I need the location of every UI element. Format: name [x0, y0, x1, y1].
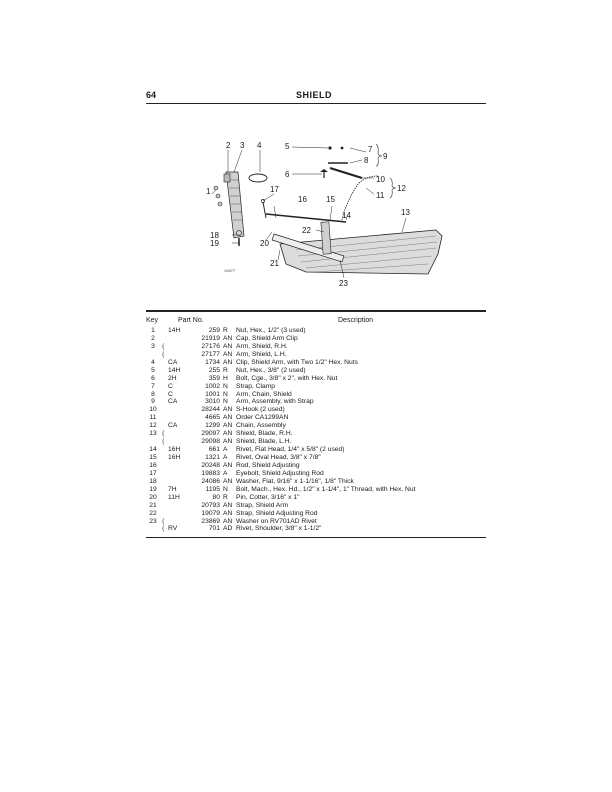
- row-part-prefix: 14H: [168, 327, 181, 334]
- callout-12: 12: [397, 184, 406, 193]
- table-row: [146, 518, 486, 526]
- row-part-suffix: AN: [223, 334, 233, 342]
- row-part-prefix: CA: [168, 398, 178, 406]
- row-description: Nut, Hex., 3/8" (2 used): [236, 366, 306, 374]
- row-brace: {: [162, 517, 165, 525]
- row-description: Strap, Shield Arm: [236, 501, 289, 509]
- parts-list: [146, 327, 486, 533]
- row-key: 11: [149, 414, 157, 422]
- header-key: Key: [146, 317, 159, 324]
- row-part-suffix: AN: [223, 342, 233, 350]
- callout-7: 7: [368, 145, 373, 154]
- row-part-suffix: N: [223, 382, 228, 390]
- row-description: Arm, Shield, R.H.: [236, 342, 288, 350]
- row-key: 2: [151, 334, 155, 342]
- header-rule: [146, 103, 486, 104]
- row-part-suffix: AN: [223, 517, 233, 525]
- row-key: 14: [149, 446, 157, 454]
- row-part-number: 29098: [201, 438, 220, 446]
- row-part-number: 24086: [201, 477, 220, 485]
- row-part-suffix: R: [223, 493, 228, 501]
- row-part-number: 19883: [201, 469, 220, 477]
- row-part-prefix: C: [168, 382, 173, 390]
- table-row: [146, 502, 486, 510]
- row-description: Clip, Shield Arm, with Two 1/2" Hex. Nuts: [236, 358, 358, 366]
- row-brace: {: [162, 525, 165, 533]
- table-top-rule: [146, 310, 486, 312]
- table-bottom-rule: [146, 537, 486, 538]
- row-part-suffix: A: [223, 469, 228, 477]
- row-part-suffix: R: [223, 366, 228, 374]
- row-part-suffix: R: [223, 327, 228, 334]
- table-row: [146, 327, 486, 335]
- callout-20: 20: [260, 239, 269, 248]
- row-part-number: 27177: [201, 350, 220, 358]
- page-number: 64: [146, 90, 157, 100]
- row-part-suffix: AN: [223, 350, 233, 358]
- row-description: Rivet, Oval Head, 3/8" x 7/8": [236, 454, 321, 461]
- table-row: [146, 391, 486, 399]
- callout-4: 4: [257, 141, 262, 150]
- table-row: [146, 454, 486, 462]
- row-part-number: 701: [208, 525, 220, 533]
- row-description: Arm, Shield, L.H.: [236, 350, 287, 358]
- row-brace: {: [162, 342, 165, 350]
- callout-15: 15: [326, 195, 335, 204]
- table-row: [146, 510, 486, 518]
- callout-1: 1: [206, 187, 211, 196]
- row-brace: {: [162, 430, 165, 438]
- row-key: 15: [149, 454, 157, 461]
- row-brace: {: [162, 350, 165, 358]
- page-header: [146, 90, 486, 104]
- row-key: 5: [151, 366, 155, 374]
- callout-18: 18: [210, 231, 219, 240]
- callout-19: 19: [210, 239, 219, 248]
- table-row: [146, 446, 486, 454]
- row-description: S-Hook (2 used): [236, 406, 285, 414]
- row-key: 13: [149, 430, 157, 438]
- row-part-suffix: N: [223, 398, 228, 406]
- row-description: Shield, Blade, R.H.: [236, 430, 293, 438]
- row-part-suffix: AN: [223, 430, 233, 438]
- callout-16: 16: [298, 195, 307, 204]
- row-description: Rivet, Shoulder, 3/8" x 1-1/2": [236, 525, 322, 533]
- row-description: Washer on RV701AD Rivet: [236, 517, 317, 525]
- row-part-prefix: C: [168, 390, 173, 398]
- row-part-suffix: H: [223, 374, 228, 382]
- row-key: 21: [149, 501, 157, 509]
- table-row: [146, 414, 486, 422]
- table-row: [146, 406, 486, 414]
- table-row: [146, 478, 486, 486]
- row-description: Strap, Shield Adjusting Rod: [236, 509, 318, 517]
- exploded-parts-diagram: [146, 132, 486, 292]
- row-key: 6: [151, 374, 155, 382]
- row-part-number: 1299: [205, 422, 220, 430]
- figure-number: 19477: [224, 268, 236, 273]
- row-part-suffix: AN: [223, 414, 233, 422]
- row-brace: {: [162, 438, 165, 446]
- row-part-number: 29097: [201, 430, 220, 438]
- row-part-suffix: AN: [223, 358, 233, 366]
- row-description: Cap, Shield Arm Clip: [236, 334, 298, 342]
- row-part-number: 1001: [205, 390, 220, 398]
- row-part-number: 27176: [201, 342, 220, 350]
- row-part-number: 3010: [205, 398, 220, 406]
- row-part-suffix: AN: [223, 501, 233, 509]
- table-row: [146, 335, 486, 343]
- row-key: 12: [149, 422, 157, 430]
- row-description: Eyebolt, Shield Adjusting Rod: [236, 469, 324, 477]
- shield-assembly-illustration: [146, 132, 486, 292]
- row-part-suffix: A: [223, 446, 228, 454]
- row-part-suffix: AD: [223, 525, 233, 533]
- callout-10: 10: [376, 175, 385, 184]
- row-key: 19: [149, 485, 157, 493]
- row-description: Nut, Hex., 1/2" (3 used): [236, 327, 306, 334]
- row-part-suffix: AN: [223, 422, 233, 430]
- row-part-number: 255: [208, 366, 220, 374]
- header-description: Description: [338, 317, 374, 324]
- row-key: 10: [149, 406, 157, 414]
- row-part-suffix: N: [223, 485, 228, 493]
- table-row: [146, 470, 486, 478]
- table-row: [146, 383, 486, 391]
- row-part-number: 28244: [201, 406, 220, 414]
- row-part-suffix: A: [223, 454, 228, 461]
- row-description: Rivet, Flat Head, 1/4" x 5/8" (2 used): [236, 446, 345, 454]
- row-part-suffix: AN: [223, 406, 233, 414]
- row-part-number: 80: [212, 493, 220, 501]
- row-key: 7: [151, 382, 155, 390]
- row-description: Strap, Clamp: [236, 382, 276, 390]
- row-part-prefix: 16H: [168, 454, 181, 461]
- row-part-prefix: 2H: [168, 374, 177, 382]
- row-part-number: 1321: [205, 454, 220, 461]
- row-key: 17: [149, 469, 157, 477]
- row-part-number: 1734: [205, 358, 220, 366]
- row-key: 22: [149, 509, 157, 517]
- table-header: [146, 317, 486, 327]
- header-part-no: Part No.: [178, 317, 204, 324]
- row-part-suffix: AN: [223, 438, 233, 446]
- table-row: [146, 359, 486, 367]
- row-part-number: 4665: [205, 414, 220, 422]
- callout-17: 17: [270, 185, 279, 194]
- row-key: 4: [151, 358, 155, 366]
- row-description: Order CA1299AN: [236, 414, 289, 422]
- row-description: Bolt, Cge., 3/8" x 2", with Hex. Nut: [236, 374, 338, 382]
- callout-2: 2: [226, 141, 231, 150]
- row-part-number: 661: [208, 446, 220, 454]
- row-part-prefix: 16H: [168, 446, 181, 454]
- row-description: Pin, Cotter, 3/16" x 1": [236, 493, 300, 501]
- row-description: Arm, Chain, Shield: [236, 390, 292, 398]
- row-part-prefix: CA: [168, 358, 178, 366]
- row-key: 9: [151, 398, 155, 406]
- row-key: 8: [151, 390, 155, 398]
- callout-13: 13: [401, 208, 410, 217]
- row-part-number: 1195: [205, 485, 220, 493]
- callout-8: 8: [364, 156, 369, 165]
- callout-14: 14: [342, 211, 351, 220]
- row-part-prefix: 7H: [168, 485, 177, 493]
- table-row: [146, 398, 486, 406]
- row-part-number: 259: [208, 327, 220, 334]
- section-title: SHIELD: [296, 90, 333, 100]
- row-description: Washer, Flat, 9/16" x 1-1/16", 1/8" Thick: [236, 477, 354, 485]
- row-part-number: 20793: [201, 501, 220, 509]
- table-row: [146, 430, 486, 438]
- table-row: [146, 438, 486, 446]
- table-row: [146, 494, 486, 502]
- callout-9: 9: [383, 152, 388, 161]
- row-part-number: 23869: [201, 517, 220, 525]
- row-part-suffix: N: [223, 390, 228, 398]
- row-part-prefix: CA: [168, 422, 178, 430]
- row-description: Rod, Shield Adjusting: [236, 461, 300, 469]
- callout-6: 6: [285, 170, 290, 179]
- row-key: 18: [149, 477, 157, 485]
- row-part-prefix: 11H: [168, 493, 180, 501]
- row-key: 16: [149, 461, 157, 469]
- row-part-prefix: RV: [168, 525, 178, 533]
- row-part-prefix: 14H: [168, 366, 181, 374]
- row-part-number: 21919: [201, 334, 220, 342]
- table-row: [146, 375, 486, 383]
- table-row: [146, 525, 486, 533]
- callout-22: 22: [302, 226, 311, 235]
- row-key: 1: [151, 327, 155, 334]
- row-key: 3: [151, 342, 155, 350]
- row-part-suffix: AN: [223, 509, 233, 517]
- callout-21: 21: [270, 259, 279, 268]
- row-part-number: 20248: [201, 461, 220, 469]
- table-row: [146, 351, 486, 359]
- row-part-suffix: AN: [223, 477, 233, 485]
- table-row: [146, 422, 486, 430]
- row-description: Shield, Blade, L.H.: [236, 438, 292, 446]
- table-row: [146, 486, 486, 494]
- callout-5: 5: [285, 142, 290, 151]
- callout-11: 11: [376, 191, 385, 200]
- row-key: 23: [149, 517, 157, 525]
- row-part-number: 19079: [201, 509, 220, 517]
- callout-3: 3: [240, 141, 245, 150]
- callout-23: 23: [339, 279, 348, 288]
- row-part-number: 359: [208, 374, 220, 382]
- table-row: [146, 462, 486, 470]
- table-row: [146, 343, 486, 351]
- row-description: Chain, Assembly: [236, 422, 286, 430]
- row-part-number: 1002: [205, 382, 220, 390]
- row-part-suffix: AN: [223, 461, 233, 469]
- row-description: Arm, Assembly, with Strap: [236, 398, 314, 406]
- row-key: 20: [149, 493, 157, 501]
- row-description: Bolt, Mach., Hex. Hd., 1/2" x 1-1/4", 1" Thread, with Hex. Nut: [236, 485, 416, 493]
- table-row: [146, 367, 486, 375]
